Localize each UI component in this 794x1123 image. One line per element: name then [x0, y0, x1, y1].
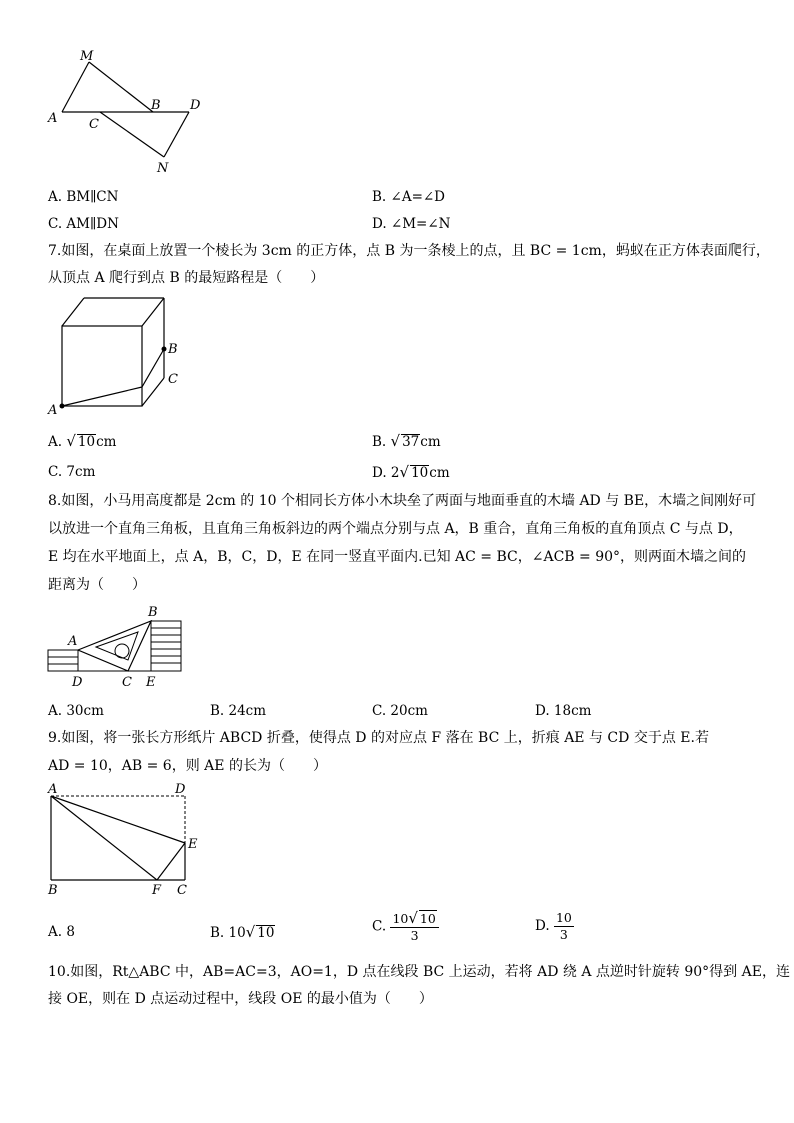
q7-option-c[interactable]: C. 7cm: [48, 464, 96, 480]
q8-option-d[interactable]: D. 18cm: [535, 703, 592, 719]
q7-option-a[interactable]: [48, 432, 116, 451]
fig7-label-b: B: [168, 342, 178, 357]
sqrt-icon: √: [390, 432, 401, 450]
q9-option-c-prefix: C.: [372, 918, 387, 935]
q9-option-d[interactable]: [535, 910, 574, 943]
numerator-radicand: 10: [419, 911, 436, 926]
q7-option-a-prefix: A.: [48, 434, 63, 450]
fig6-label-m: M: [80, 49, 94, 64]
fig9-label-f: F: [152, 883, 162, 897]
q6-option-d[interactable]: D. ∠M=∠N: [372, 216, 451, 232]
q6-figure: [40, 45, 210, 180]
q8-option-b[interactable]: B. 24cm: [210, 703, 267, 719]
q10-stem-line2: 接 OE，则在 D 点运动过程中，线段 OE 的最小值为（ ）: [48, 991, 433, 1007]
sqrt-icon: √: [245, 923, 256, 941]
q7-cube-figure: [40, 290, 200, 420]
q7-option-b[interactable]: [372, 432, 441, 451]
q7-stem-line2: 从顶点 A 爬行到点 B 的最短路程是（ ）: [48, 270, 325, 286]
q7-option-d-prefix: D. 2: [372, 465, 400, 481]
fig9-label-d: D: [175, 782, 186, 797]
q6-option-a[interactable]: A. BM∥CN: [48, 189, 119, 205]
fig6-label-c: C: [89, 117, 99, 132]
sqrt-icon: √: [66, 432, 76, 450]
sqrt-icon: √: [408, 909, 418, 927]
q9-stem-line1: 9.如图，将一张长方形纸片 ABCD 折叠，使得点 D 的对应点 F 落在 BC 上，折痕 AE 与 CD 交于点 E.若: [48, 730, 709, 746]
fig8-label-e: E: [146, 675, 156, 690]
fraction-numerator: 10: [555, 910, 572, 925]
fig6-label-n: N: [157, 161, 169, 176]
q9-option-b-prefix: B. 10: [210, 925, 246, 941]
q7-option-d-radicand: 10: [411, 465, 429, 481]
q8-option-c[interactable]: C. 20cm: [372, 703, 428, 719]
fig9-label-e: E: [188, 837, 198, 852]
q7-option-a-radicand: 10: [77, 434, 96, 450]
fraction: [554, 910, 574, 943]
q10-stem-line1: 10.如图，Rt△ABC 中，AB=AC=3，AO=1，D 点在线段 BC 上运动，若将 AD 绕 A 点逆时针旋转 90°得到 AE，连: [48, 964, 790, 980]
fig9-label-a: A: [48, 782, 58, 797]
fig8-label-b: B: [148, 605, 158, 620]
fig8-label-d: D: [72, 675, 83, 690]
fig6-label-d: D: [190, 98, 201, 113]
q9-option-d-prefix: D.: [535, 918, 550, 934]
q9-option-a[interactable]: A. 8: [48, 924, 75, 940]
q7-stem-line1: 7.如图，在桌面上放置一个棱长为 3cm 的正方体，点 B 为一条棱上的点，且 BC = 1cm，蚂蚁在正方体表面爬行，: [48, 243, 770, 259]
fig7-label-c: C: [168, 372, 178, 387]
q9-option-b[interactable]: [210, 923, 275, 942]
q9-option-b-radicand: 10: [257, 925, 275, 941]
q7-option-d-unit: cm: [429, 465, 450, 481]
q7-option-b-prefix: B.: [372, 434, 387, 450]
q6-option-c[interactable]: C. AM∥DN: [48, 216, 119, 232]
fraction: [390, 910, 438, 944]
q8-stem-line2: 以放进一个直角三角板，且直角三角板斜边的两个端点分别与点 A，B 重合，直角三角板的直角顶点 C 与点 D，: [48, 521, 743, 537]
q9-stem-line2: AD = 10，AB = 6，则 AE 的长为（ ）: [48, 758, 327, 774]
fig7-label-a: A: [48, 403, 58, 418]
q7-option-a-unit: cm: [96, 434, 117, 450]
fraction-numerator: [390, 910, 438, 928]
fraction-denominator: 3: [410, 928, 419, 943]
fig8-label-a: A: [68, 634, 78, 649]
q9-rectangle-figure: [40, 782, 210, 897]
q8-option-a[interactable]: A. 30cm: [48, 703, 104, 719]
q8-wall-figure: [40, 600, 190, 695]
q8-stem-line4: 距离为（ ）: [48, 577, 146, 593]
q7-option-b-radicand: 37: [402, 434, 420, 450]
fig9-label-c: C: [177, 883, 187, 897]
sqrt-icon: √: [399, 463, 410, 481]
fig6-label-a: A: [48, 111, 58, 126]
fig9-label-b: B: [48, 883, 58, 897]
fraction-denominator: 3: [559, 927, 568, 942]
numerator-coefficient: 10: [392, 911, 409, 926]
q7-option-b-unit: cm: [420, 434, 441, 450]
fig6-label-b: B: [151, 98, 161, 113]
fig8-label-c: C: [122, 675, 132, 690]
q7-option-d[interactable]: [372, 463, 450, 482]
q8-stem-line3: E 均在水平地面上，点 A，B，C，D，E 在同一竖直平面内.已知 AC = BC，∠ACB = 90°，则两面木墙之间的: [48, 549, 747, 565]
q9-option-c[interactable]: [372, 910, 439, 944]
q6-option-b[interactable]: B. ∠A=∠D: [372, 189, 446, 205]
q8-stem-line1: 8.如图，小马用高度都是 2cm 的 10 个相同长方体小木块垒了两面与地面垂直的木墙 AD 与 BE，木墙之间刚好可: [48, 493, 757, 509]
